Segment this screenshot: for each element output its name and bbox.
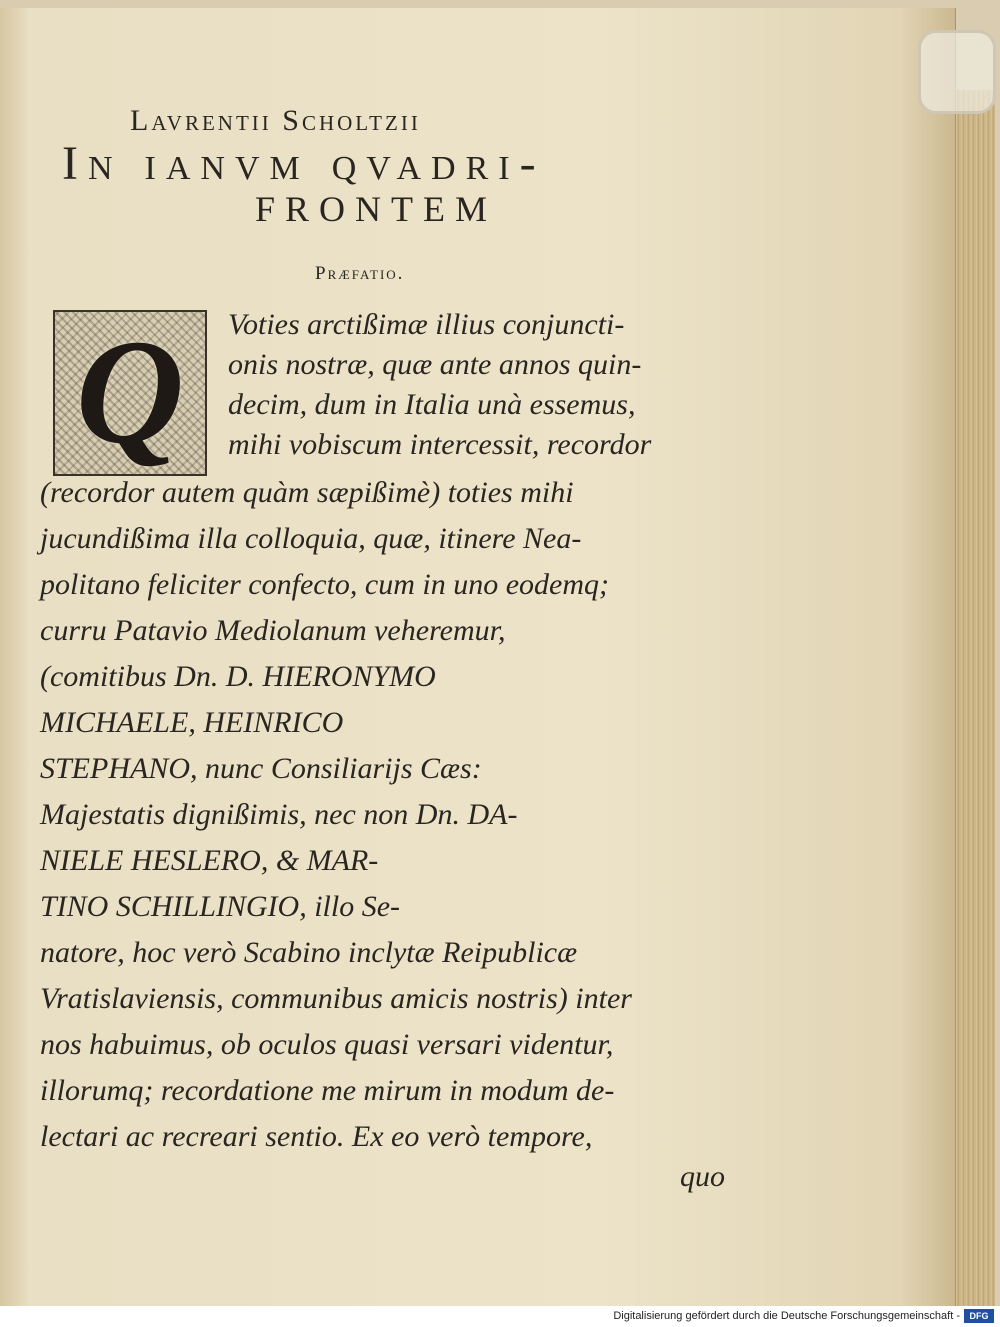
body-line: lectari ac recreari sentio. Ex eo verò tempore,: [40, 1120, 593, 1153]
footer-text: Digitalisierung gefördert durch die Deutsche Forschungsgemeinschaft -: [613, 1310, 960, 1322]
page-clip: [918, 30, 996, 114]
body-line: onis nostræ, quæ ante annos quin-: [228, 348, 642, 381]
body-line: mihi vobiscum intercessit, recordor: [228, 428, 652, 461]
body-line: MICHAELE, HEINRICO: [40, 706, 344, 739]
book-page: [0, 8, 956, 1306]
body-line: Vratislaviensis, communibus amicis nostris) inter: [40, 982, 632, 1015]
page-edges: [950, 90, 995, 1306]
body-line: natore, hoc verò Scabino inclytæ Reipublicæ: [40, 936, 578, 969]
body-line: TINO SCHILLINGIO, illo Se-: [40, 890, 401, 923]
catchword: quo: [680, 1160, 725, 1193]
body-line: Majestatis dignißimis, nec non Dn. DA-: [40, 798, 518, 831]
author-heading: Lavrentii Scholtzii: [130, 104, 421, 137]
body-line: jucundißima illa colloquia, quæ, itinere Nea-: [40, 522, 582, 555]
body-line: Voties arctißimæ illius conjuncti-: [228, 308, 625, 341]
section-heading: Præfatio.: [315, 263, 405, 284]
body-line: nos habuimus, ob oculos quasi versari videntur,: [40, 1028, 614, 1061]
body-line: STEPHANO, nunc Consiliarijs Cæs:: [40, 752, 482, 785]
body-line: NIELE HESLERO, & MAR-: [40, 844, 379, 877]
title-line-1: In ianvm qvadri-: [62, 137, 546, 190]
body-line: illorumq; recordatione me mirum in modum de-: [40, 1074, 615, 1107]
body-line: (recordor autem quàm sæpißimè) toties mihi: [40, 476, 574, 509]
body-line: politano feliciter confecto, cum in uno eodemq;: [40, 568, 610, 601]
body-line: curru Patavio Mediolanum veheremur,: [40, 614, 506, 647]
dfg-logo: DFG: [964, 1309, 994, 1323]
body-line: decim, dum in Italia unà essemus,: [228, 388, 636, 421]
title-line-2: FRONTEM: [255, 189, 498, 229]
body-line: (comitibus Dn. D. HIERONYMO: [40, 660, 436, 693]
initial-letter: Q: [75, 309, 185, 475]
decorated-initial: [53, 310, 207, 476]
